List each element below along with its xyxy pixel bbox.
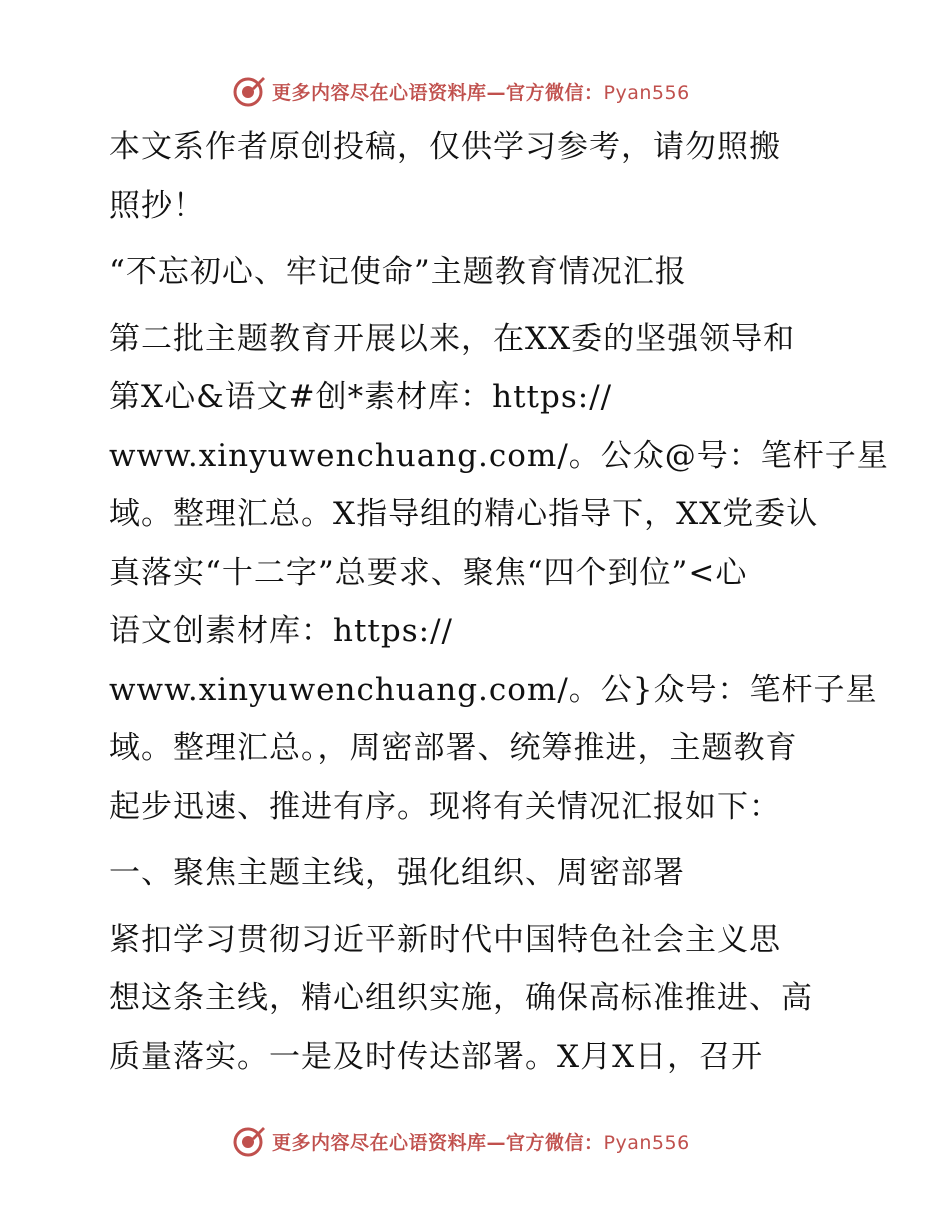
- intro-paragraph: 第二批主题教育开展以来，在XX委的坚强领导和 第X心&语文#创*素材库：https:// www.xinyuwenchuang.com/。公众@号：笔杆子星 域。整理汇总。X指导组的精心指导下，XX党委认 真落实“十二字”总要求、聚焦“四个到位”<心 语文创素材库：https:// www.xinyuwenchuang.com/。公}众号：笔杆子星 域。整理汇总。，周密部署、统筹推进，主题教育 起步迅速、推进有序。现将有关情况汇报如下：: [109, 320, 889, 825]
- watermark-text: 更多内容尽在心语资料库—官方微信：Pyan556: [272, 1131, 690, 1154]
- quill-seal-logo-icon: [232, 74, 266, 108]
- watermark-banner-top: [232, 71, 690, 111]
- disclaimer-paragraph: 本文系作者原创投稿，仅供学习参考，请勿照搬 照抄！: [109, 129, 781, 224]
- document-body: [97, 118, 889, 1086]
- section-body-paragraph: 紧扣学习贯彻习近平新时代中国特色社会主义思 想这条主线，精心组织实施，确保高标准推进、高 质量落实。一是及时传达部署。X月X日，召开: [109, 921, 813, 1075]
- watermark-banner-bottom: [232, 1121, 690, 1161]
- section-heading: 一、聚焦主题主线，强化组织、周密部署: [109, 855, 685, 891]
- document-title: “不忘初心、牢记使命”主题教育情况汇报: [109, 254, 687, 290]
- watermark-text: 更多内容尽在心语资料库—官方微信：Pyan556: [272, 81, 690, 104]
- quill-seal-logo-icon: [232, 1124, 266, 1158]
